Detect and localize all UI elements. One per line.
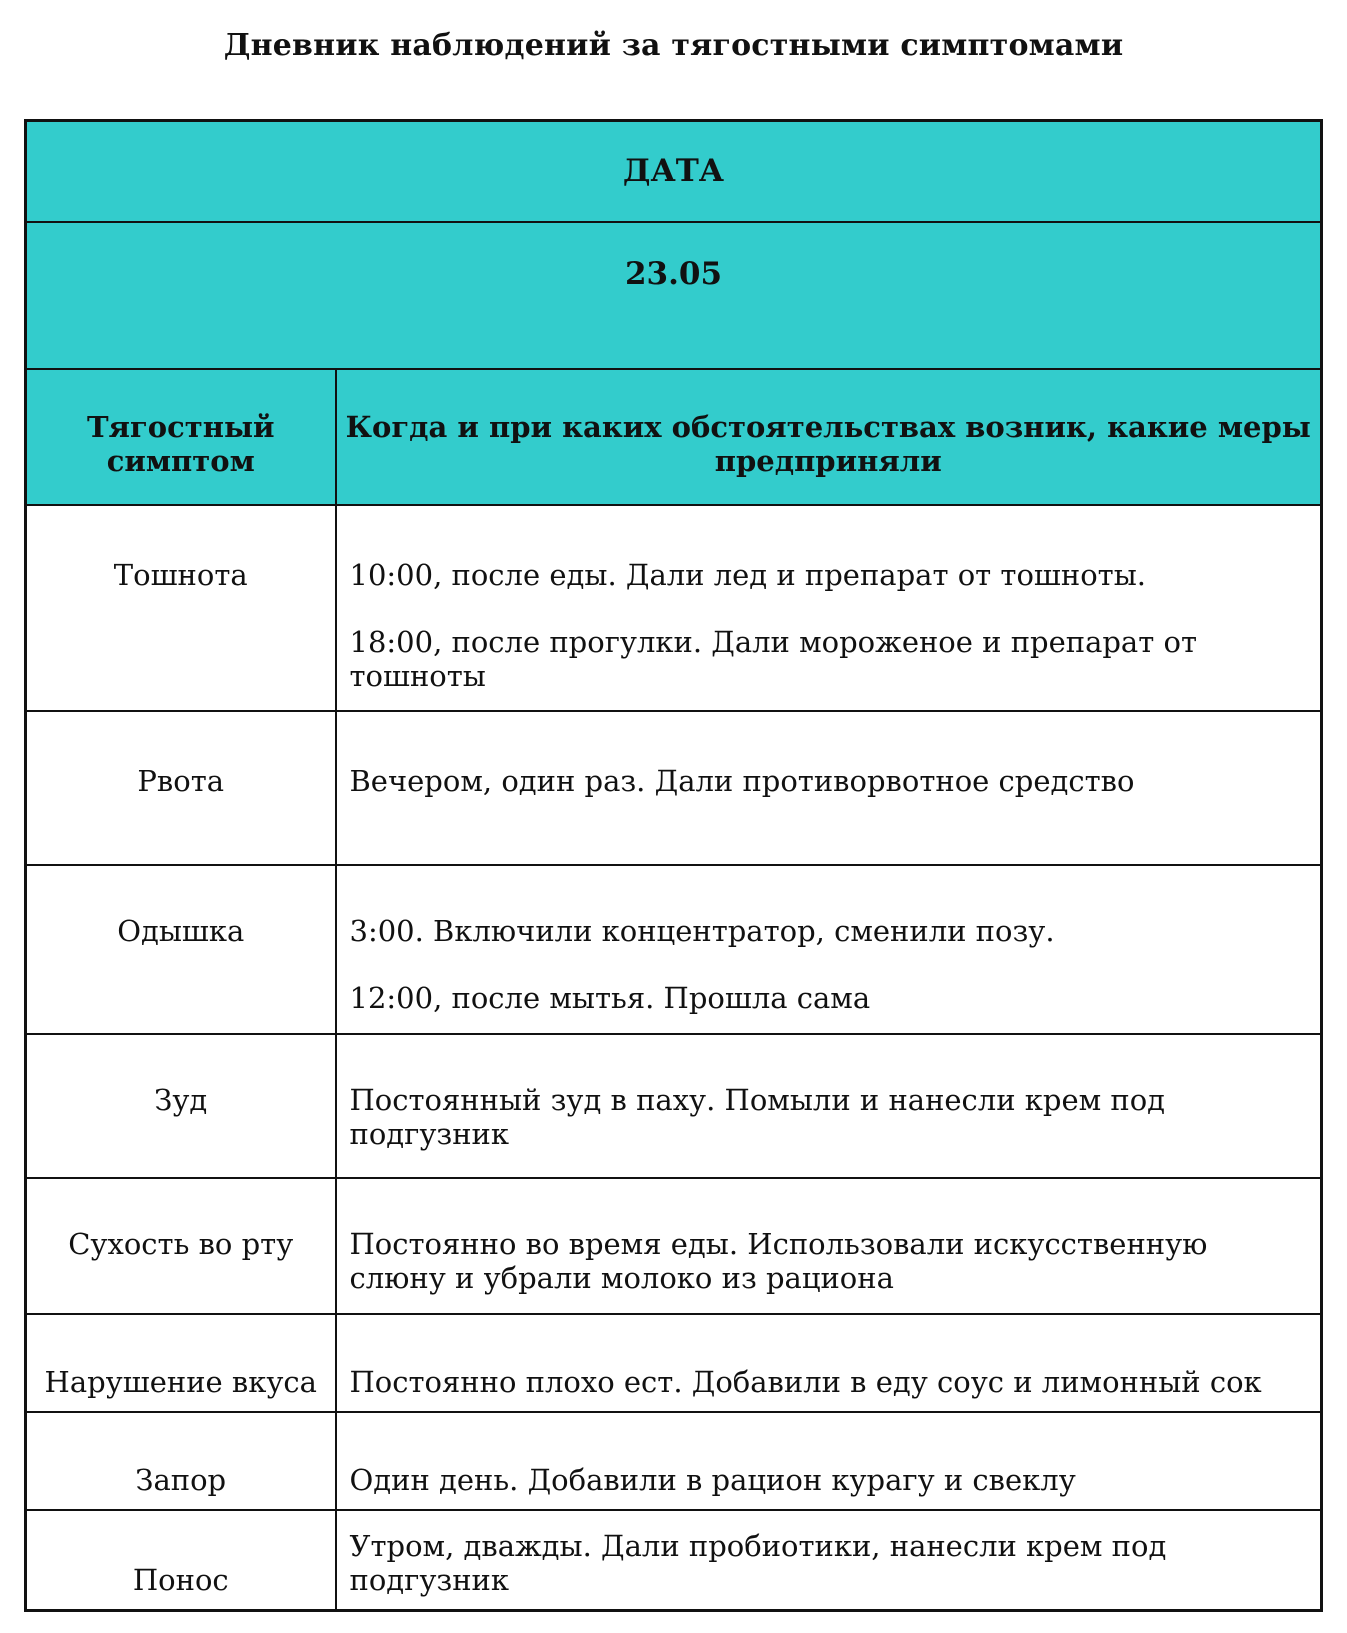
date-value: 23.05	[26, 222, 1322, 369]
column-header-details: Когда и при каких обстоятельствах возник, какие меры предприняли	[336, 369, 1322, 505]
note-text: Утром, дважды. Дали пробиотики, нанесли крем под подгузник	[349, 1529, 1167, 1597]
symptom-diary-table	[24, 119, 1323, 1612]
table-row	[26, 1314, 1322, 1412]
note-text: Постоянно во время еды. Использовали искусственную слюну и убрали молоко из рациона	[349, 1227, 1208, 1296]
column-header-symptom: Тягостный симптом	[26, 369, 336, 505]
notes-cell	[336, 1412, 1322, 1510]
table-row	[26, 1034, 1322, 1178]
notes-cell	[336, 1510, 1322, 1610]
notes-cell	[336, 865, 1322, 1034]
notes-cell	[336, 1034, 1322, 1178]
table-row	[26, 1178, 1322, 1314]
document-title: Дневник наблюдений за тягостными симптомами	[223, 28, 1124, 63]
note-text: Постоянно плохо ест. Добавили в еду соус и лимонный сок	[349, 1365, 1262, 1400]
symptom-cell: Зуд	[26, 1034, 336, 1178]
note-text: 10:00, после еды. Дали лед и препарат от тошноты.	[349, 557, 1147, 592]
notes-cell	[336, 1314, 1322, 1412]
symptom-cell: Тошнота	[26, 505, 336, 711]
symptom-cell: Нарушение вкуса	[26, 1314, 336, 1412]
note-text: Вечером, один раз. Дали противорвотное средство	[349, 763, 1135, 798]
table-row	[26, 1510, 1322, 1610]
date-label-row	[26, 121, 1322, 222]
date-value-row	[26, 222, 1322, 369]
note-text: Один день. Добавили в рацион курагу и свеклу	[349, 1463, 1076, 1498]
symptom-cell: Сухость во рту	[26, 1178, 336, 1314]
notes-cell	[336, 505, 1322, 711]
symptom-cell: Понос	[26, 1510, 336, 1610]
table-row	[26, 505, 1322, 711]
table-row	[26, 711, 1322, 865]
column-header-row	[26, 369, 1322, 505]
table-row	[26, 865, 1322, 1034]
table-row	[26, 1412, 1322, 1510]
note-text: 18:00, после прогулки. Дали мороженое и препарат от тошноты	[349, 624, 1197, 693]
notes-cell	[336, 711, 1322, 865]
note-text: 12:00, после мытья. Прошла сама	[349, 980, 871, 1015]
symptom-cell: Одышка	[26, 865, 336, 1034]
date-label: ДАТА	[26, 121, 1322, 222]
symptom-cell: Рвота	[26, 711, 336, 865]
symptom-cell: Запор	[26, 1412, 336, 1510]
note-text: 3:00. Включили концентратор, сменили позу.	[349, 913, 1055, 948]
notes-cell	[336, 1178, 1322, 1314]
note-text: Постоянный зуд в паху. Помыли и нанесли крем под подгузник	[349, 1083, 1166, 1152]
